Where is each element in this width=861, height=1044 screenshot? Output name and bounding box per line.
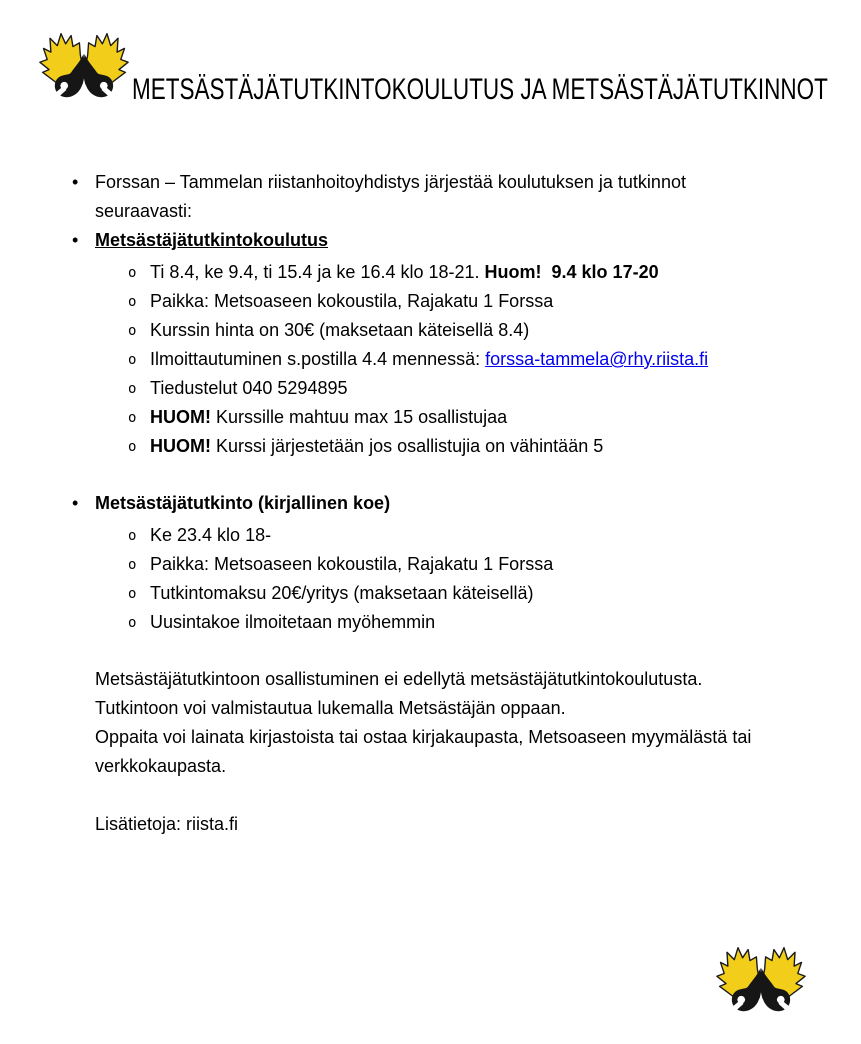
exam-section-heading-item [70, 489, 830, 518]
training-item-2: Paikka: Metsoaseen kokoustila, Rajakatu 1 Forssa [150, 291, 554, 311]
closing-line-2: Tutkintoon voi valmistautua lukemalla Metsästäjän oppaan. [95, 698, 566, 718]
moose-antlers-logo-icon [38, 30, 130, 111]
moose-antlers-logo-icon-bottom [715, 942, 807, 1027]
training-item-6-bold: HUOM! [150, 407, 211, 427]
training-sublist [70, 258, 830, 461]
training-item-7-bold: HUOM! [150, 436, 211, 456]
registration-email-link[interactable]: forssa-tammela@rhy.riista.fi [485, 349, 709, 369]
closing-line-1: Metsästäjätutkintoon osallistuminen ei edellytä metsästäjätutkintokoulutusta. [95, 669, 703, 689]
list-item [125, 403, 830, 432]
closing-line-4: verkkokaupasta. [95, 756, 227, 776]
list-item [125, 316, 830, 345]
training-item-6-text: Kurssille mahtuu max 15 osallistujaa [211, 407, 508, 427]
training-item-3: Kurssin hinta on 30€ (maksetaan käteisellä 8.4) [150, 320, 530, 340]
closing-line-3: Oppaita voi lainata kirjastoista tai ostaa kirjakaupasta, Metsoaseen myymälästä tai [95, 727, 752, 747]
list-item [125, 432, 830, 461]
training-item-5: Tiedustelut 040 5294895 [150, 378, 348, 398]
list-item [125, 608, 830, 637]
closing-paragraph [70, 665, 830, 781]
intro-line-2: seuraavasti: [95, 201, 193, 221]
exam-item-3: Tutkintomaksu 20€/yritys (maksetaan käteisellä) [150, 583, 534, 603]
list-item [125, 287, 830, 316]
list-item [125, 579, 830, 608]
training-heading: Metsästäjätutkintokoulutus [95, 230, 329, 250]
training-item-7-text: Kurssi järjestetään jos osallistujia on vähintään 5 [211, 436, 604, 456]
exam-heading: Metsästäjätutkinto (kirjallinen koe) [95, 493, 391, 513]
intro-line-1: Forssan – Tammelan riistanhoitoyhdistys järjestää koulutuksen ja tutkinnot [95, 172, 686, 192]
document-header [38, 30, 861, 111]
list-item [125, 345, 830, 374]
training-item-1-bold: Huom! 9.4 klo 17-20 [484, 262, 659, 282]
exam-sublist [70, 521, 830, 637]
page-title: METSÄSTÄJÄTUTKINTOKOULUTUS JA METSÄSTÄJÄTUTKINNOT [132, 73, 828, 106]
exam-item-4: Uusintakoe ilmoitetaan myöhemmin [150, 612, 436, 632]
list-item [125, 521, 830, 550]
document-body [70, 168, 830, 839]
list-item [125, 374, 830, 403]
exam-item-2: Paikka: Metsoaseen kokoustila, Rajakatu 1 Forssa [150, 554, 554, 574]
more-info-line: Lisätietoja: riista.fi [95, 814, 239, 834]
intro-list-item [70, 168, 830, 226]
list-item [125, 258, 830, 287]
training-section-heading-item [70, 226, 830, 255]
training-item-4-text: Ilmoittautuminen s.postilla 4.4 mennessä: [150, 349, 486, 369]
list-item [125, 550, 830, 579]
training-item-1-text: Ti 8.4, ke 9.4, ti 15.4 ja ke 16.4 klo 18-21. [150, 262, 485, 282]
exam-item-1: Ke 23.4 klo 18- [150, 525, 272, 545]
